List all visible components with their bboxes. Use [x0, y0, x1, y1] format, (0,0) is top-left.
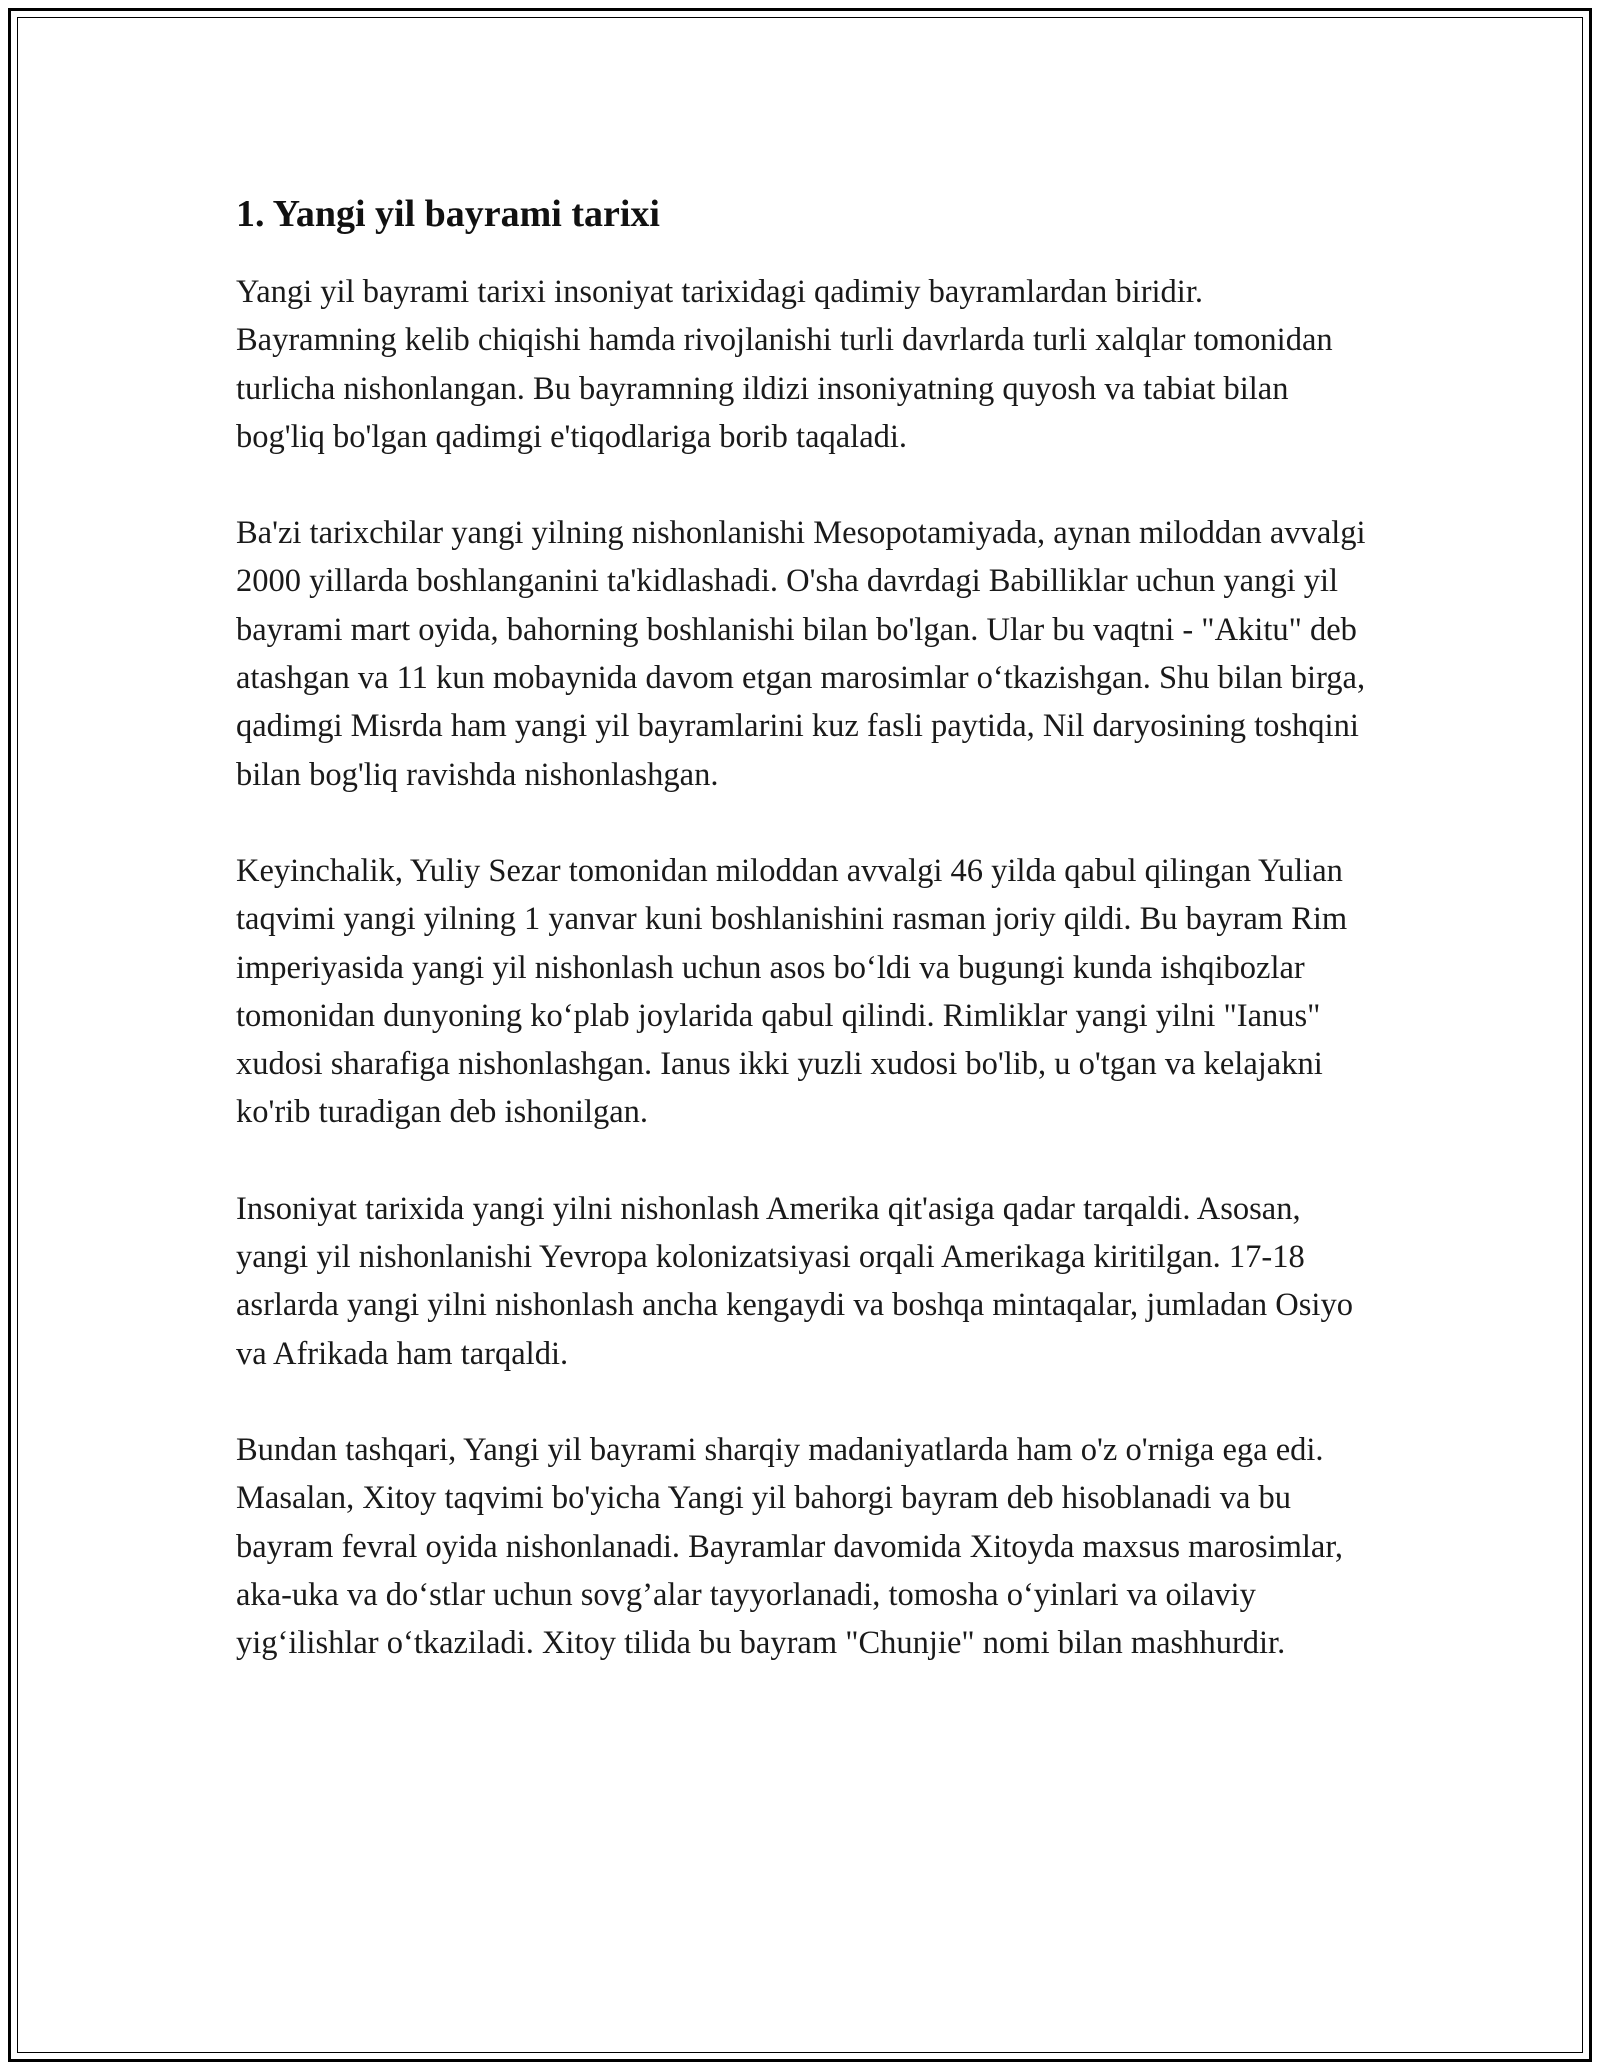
paragraph-2: Ba'zi tarixchilar yangi yilning nishonlanishi Mesopotamiyada, aynan miloddan avvalgi 2000 yillarda boshlanganini ta'kidlashadi. O'sha davrdagi Babilliklar uchun yangi yil bayrami mart oyida, bahorning boshlanishi bilan bo'lgan. Ular bu vaqtni - "Akitu" deb atashgan va 11 kun mobaynida davom etgan marosimlar o‘tkazishgan. Shu bilan birga, qadimgi Misrda ham yangi yil bayramlarini kuz fasli paytida, Nil daryosining toshqini bilan bog'liq ravishda nishonlashgan.	[236, 515, 1366, 793]
paragraph-4: Insoniyat tarixida yangi yilni nishonlash Amerika qit'asiga qadar tarqaldi. Asosan, yangi yil nishonlanishi Yevropa kolonizatsiyasi orqali Amerikaga kiritilgan. 17-18 asrlarda yangi yilni nishonlash ancha kengaydi va boshqa mintaqalar, jumladan Osiyo va Afrikada ham tarqaldi.	[236, 1190, 1353, 1372]
paragraph-1: Yangi yil bayrami tarixi insoniyat tarixidagi qadimiy bayramlardan biridir. Bayramning kelib chiqishi hamda rivojlanishi turli davrlarda turli xalqlar tomonidan turlicha nishonlangan. Bu bayramning ildizi insoniyatning quyosh va tabiat bilan bog'liq bo'lgan qadimgi e'tiqodlariga borib taqaladi.	[236, 274, 1333, 455]
paragraph-3: Keyinchalik, Yuliy Sezar tomonidan miloddan avvalgi 46 yilda qabul qilingan Yulian taqvimi yangi yilning 1 yanvar kuni boshlanishini rasman joriy qildi. Bu bayram Rim imperiyasida yangi yil nishonlash uchun asos bo‘ldi va bugungi kunda ishqibozlar tomonidan dunyoning ko‘plab joylarida qabul qilindi. Rimliklar yangi yilni "Ianus" xudosi sharafiga nishonlashgan. Ianus ikki yuzli xudosi bo'lib, u o'tgan va kelajakni ko'rib turadigan deb ishonilgan.	[236, 852, 1348, 1131]
paragraph-5: Bundan tashqari, Yangi yil bayrami sharqiy madaniyatlarda ham o'z o'rniga ega edi. Masalan, Xitoy taqvimi bo'yicha Yangi yil bahorgi bayram deb hisoblanadi va bu bayram fevral oyida nishonlanadi. Bayramlar davomida Xitoyda maxsus marosimlar, aka-uka va do‘stlar uchun sovg’alar tayyorlanadi, tomosha o‘yinlari va oilaviy yig‘ilishlar o‘tkaziladi. Xitoy tilida bu bayram "Chunjie" nomi bilan mashhurdir.	[236, 1431, 1343, 1662]
section-title: 1. Yangi yil bayrami tarixi	[236, 193, 660, 235]
document-body	[236, 186, 1366, 1715]
